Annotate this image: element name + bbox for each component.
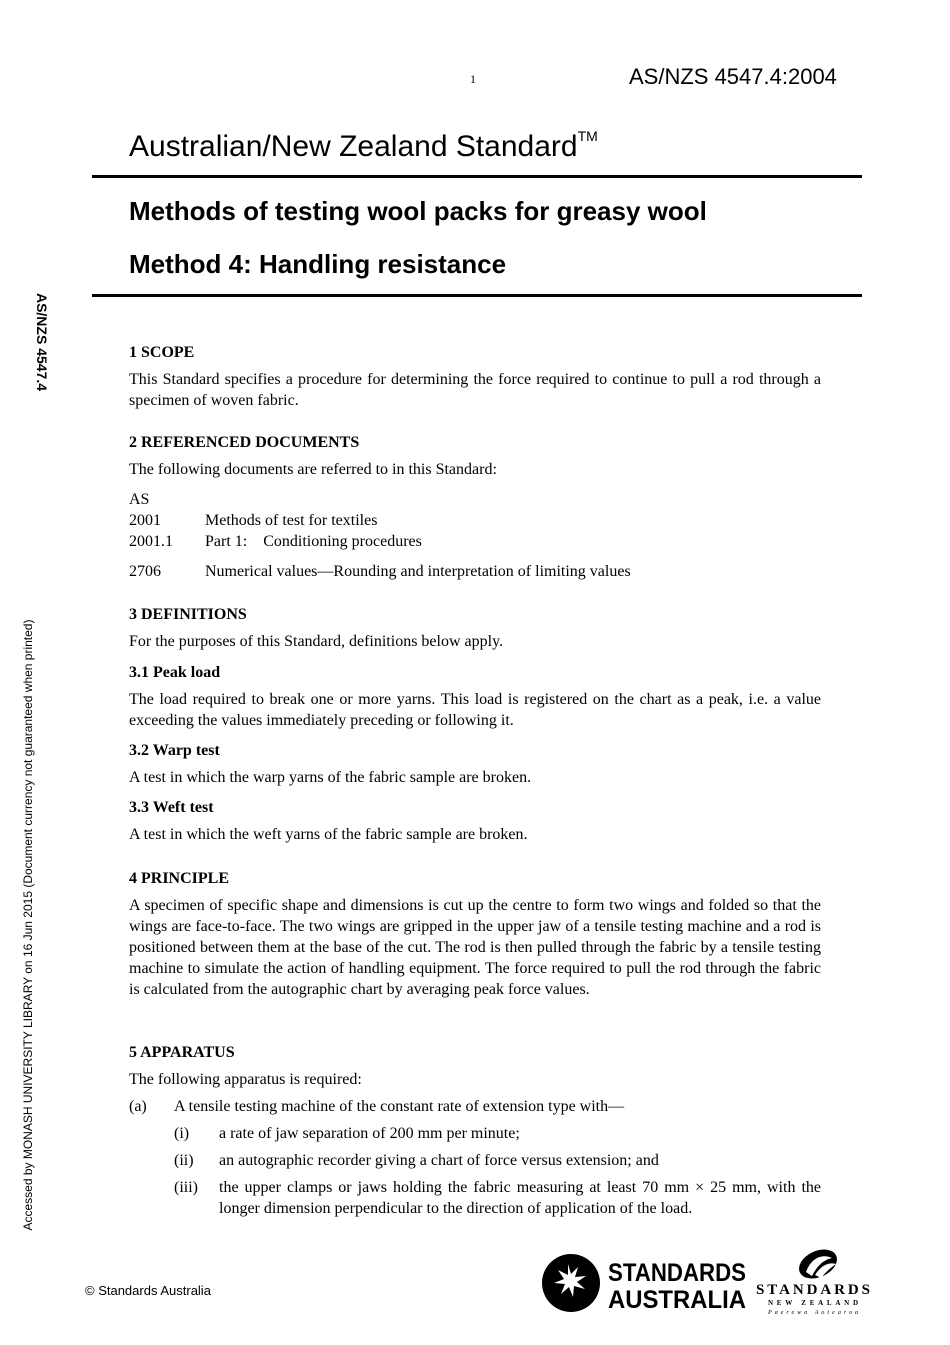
method-title: Method 4: Handling resistance [129, 249, 507, 279]
bottom-rule [92, 294, 862, 297]
reference-number: 2706 [129, 563, 161, 580]
subitem-label: (i) [174, 1125, 190, 1142]
margin-access-note: Accessed by MONASH UNIVERSITY LIBRARY on 16 Jun 2015 (Document currency not guaranteed when printed) [21, 619, 35, 1231]
subitem-text: the upper clamps or jaws holding the fabric measuring at least 70 mm × 25 mm, with the longer dimension perpendicular to the direction of application of the load. [219, 1179, 821, 1217]
definition-text-warp-test: A test in which the warp yarns of the fabric sample are broken. [129, 769, 532, 786]
apparatus-subitem [174, 1150, 821, 1171]
reference-row [129, 561, 821, 582]
definition-heading-warp-test: 3.2 Warp test [129, 742, 220, 759]
reference-title: Numerical values—Rounding and interpretation of limiting values [205, 563, 631, 580]
apparatus-subitem [174, 1123, 821, 1144]
reference-row [129, 510, 821, 531]
references-group: AS [129, 491, 150, 508]
snz-logo-line3: Paerewa Aotearoa [768, 1310, 858, 1316]
reference-title: Methods of test for textiles [205, 512, 378, 529]
document-title: Methods of testing wool packs for greasy wool [129, 196, 707, 226]
trademark: TM [577, 128, 598, 144]
sa-logo-line2: AUSTRALIA [608, 1286, 746, 1314]
references-heading: 2 REFERENCED DOCUMENTS [129, 434, 360, 451]
apparatus-intro: The following apparatus is required: [129, 1071, 362, 1088]
top-rule [92, 175, 862, 178]
definition-heading-weft-test: 3.3 Weft test [129, 799, 214, 816]
subitem-label: (ii) [174, 1152, 194, 1169]
subitem-label: (iii) [174, 1179, 198, 1196]
definitions-heading: 3 DEFINITIONS [129, 606, 247, 623]
sa-logo-line1: STANDARDS [608, 1259, 746, 1287]
margin-standard-code: AS/NZS 4547.4 [34, 292, 50, 392]
principle-text: A specimen of specific shape and dimensions is cut up the centre to form two wings and folded so that the wings are face-to-face. The two wings are gripped in the upper jaw of a tensile testing machine and a rod is positioned between them at the base of the cut. The rod is then pulled through the fabric by a tensile testing machine to simulate the action of handling equipment. The force required to pull the rod through the fabric is calculated from the autographic chart by averaging peak force values. [129, 897, 821, 998]
definition-text-peak-load: The load required to break one or more yarns. This load is registered on the chart as a peak, i.e. a value exceeding the values immediately preceding or following it. [129, 691, 821, 729]
reference-row [129, 531, 821, 552]
standard-kind [129, 130, 598, 164]
subitem-text: a rate of jaw separation of 200 mm per minute; [219, 1125, 520, 1142]
scope-text: This Standard specifies a procedure for determining the force required to continue to pull a rod through a specimen of woven fabric. [129, 371, 821, 409]
apparatus-subitem [174, 1177, 821, 1219]
apparatus-item-a [129, 1096, 821, 1117]
item-text: A tensile testing machine of the constant rate of extension type with— [174, 1098, 625, 1115]
principle-heading: 4 PRINCIPLE [129, 870, 230, 887]
references-intro: The following documents are referred to in this Standard: [129, 461, 497, 478]
standard-code: AS/NZS 4547.4:2004 [629, 64, 837, 89]
definitions-intro: For the purposes of this Standard, definitions below apply. [129, 633, 504, 650]
snz-logo-mark [794, 1246, 841, 1284]
reference-number: 2001.1 [129, 533, 173, 550]
standards-new-zealand-logo [752, 1246, 874, 1318]
reference-number: 2001 [129, 512, 161, 529]
standard-kind-text: Australian/New Zealand Standard [129, 130, 578, 163]
standards-australia-logo [540, 1252, 750, 1314]
subitem-text: an autographic recorder giving a chart of force versus extension; and [219, 1152, 659, 1169]
snz-logo-line1: STANDARDS [756, 1282, 870, 1298]
definition-text-weft-test: A test in which the weft yarns of the fabric sample are broken. [129, 826, 528, 843]
apparatus-heading: 5 APPARATUS [129, 1044, 235, 1061]
snz-logo-line2: NEW ZEALAND [768, 1299, 858, 1307]
page-number: 1 [470, 72, 476, 86]
copyright: © Standards Australia [85, 1283, 211, 1298]
reference-title: Part 1: Conditioning procedures [205, 533, 422, 550]
item-label: (a) [129, 1098, 147, 1115]
definition-heading-peak-load: 3.1 Peak load [129, 664, 221, 681]
scope-heading: 1 SCOPE [129, 344, 195, 361]
